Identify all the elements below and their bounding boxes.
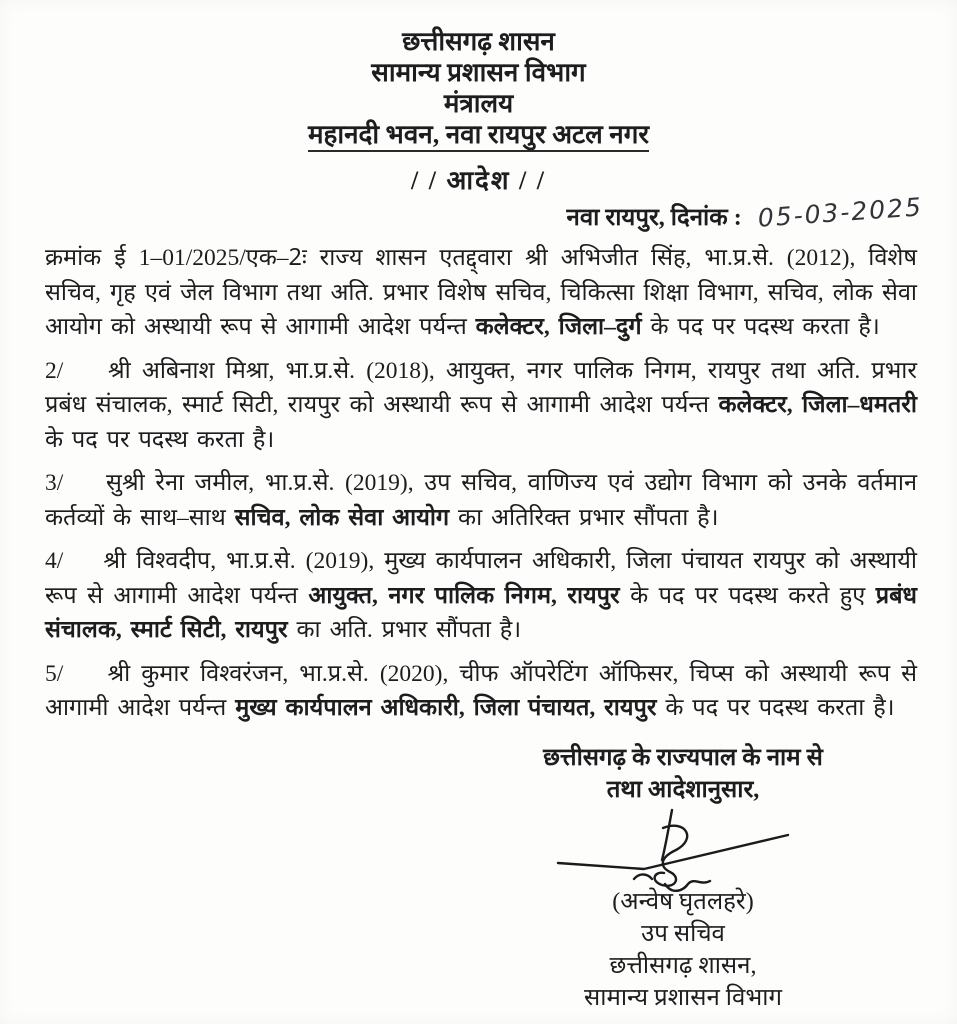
signatory-designation: उप सचिव — [641, 920, 725, 947]
signature-area — [453, 808, 913, 892]
authority-line-1: छत्तीसगढ़ के राज्यपाल के नाम से — [543, 744, 823, 771]
signoff-block — [453, 742, 913, 1014]
dateline-label: नवा रायपुर, दिनांक : — [566, 205, 742, 231]
order-paragraph-5: 5/ श्री कुमार विश्वरंजन, भा.प्र.से. (2020), चीफ ऑपरेटिंग ऑफिसर, चिप्स को अस्थायी रूप से आगामी आदेश पर्यन्त मुख्य कार्यपालन अधिकारी, जिला पंचायत, रायपुर के पद पर पदस्थ करता है। — [45, 660, 917, 721]
order-paragraph-2: 2/ श्री अबिनाश मिश्रा, भा.प्र.से. (2018), आयुक्त, नगर पालिक निगम, रायपुर तथा अति. प्रभार प्रबंध संचालक, स्मार्ट सिटी, रायपुर को अस्थायी रूप से आगामी आदेश पर्यन्त कलेक्टर, जिला–धमतरी के पद पर पदस्थ करता है। — [45, 357, 917, 453]
order-paragraph-4: 4/ श्री विश्वदीप, भा.प्र.से. (2019), मुख्य कार्यपालन अधिकारी, जिला पंचायत रायपुर को अस्थायी रूप से आगामी आदेश पर्यन्त आयुक्त, नगर पालिक निगम, रायपुर के पद पर पदस्थ करते हुए प्रबंध संचालक, स्मार्ट सिटी, रायपुर का अति. प्रभार सौंपता है। — [45, 548, 917, 643]
signatory-name: (अन्वेष घृतलहरे) — [612, 888, 754, 915]
department-name: सामान्य प्रशासन विभाग — [371, 58, 586, 87]
signatory-org-1: छत्तीसगढ़ शासन, — [609, 952, 757, 979]
ministry-name: मंत्रालय — [443, 89, 514, 118]
order-body — [0, 233, 957, 726]
government-name: छत्तीसगढ़ शासन — [402, 27, 555, 56]
document-header — [0, 0, 957, 196]
dateline — [0, 192, 957, 233]
authority-line-2: तथा आदेशानुसार, — [606, 776, 760, 803]
order-title: / / आदेश / / — [411, 166, 546, 195]
office-address — [0, 119, 957, 150]
handwritten-date: 05-03-2025 — [756, 192, 924, 233]
office-address-text: महानदी भवन, नवा रायपुर अटल नगर — [308, 120, 649, 152]
order-paragraph-1: क्रमांक ई 1–01/2025/एक–2ः राज्य शासन एतद्द्वारा श्री अभिजीत सिंह, भा.प्र.से. (2012), विशेष सचिव, गृह एवं जेल विभाग तथा अति. प्रभार विशेष सचिव, चिकित्सा शिक्षा विभाग, सचिव, लोक सेवा आयोग को अस्थायी रूप से आगामी आदेश पर्यन्त कलेक्टर, जिला–दुर्ग के पद पर पदस्थ करता है। — [45, 245, 917, 340]
order-paragraph-3: 3/ सुश्री रेना जमील, भा.प्र.से. (2019), उप सचिव, वाणिज्य एवं उद्योग विभाग को उनके वर्तमान कर्तव्यों के साथ–साथ सचिव, लोक सेवा आयोग का अतिरिक्त प्रभार सौंपता है। — [45, 470, 917, 531]
signatory-org-2: सामान्य प्रशासन विभाग — [584, 984, 782, 1011]
handwritten-signature-icon — [548, 806, 808, 898]
